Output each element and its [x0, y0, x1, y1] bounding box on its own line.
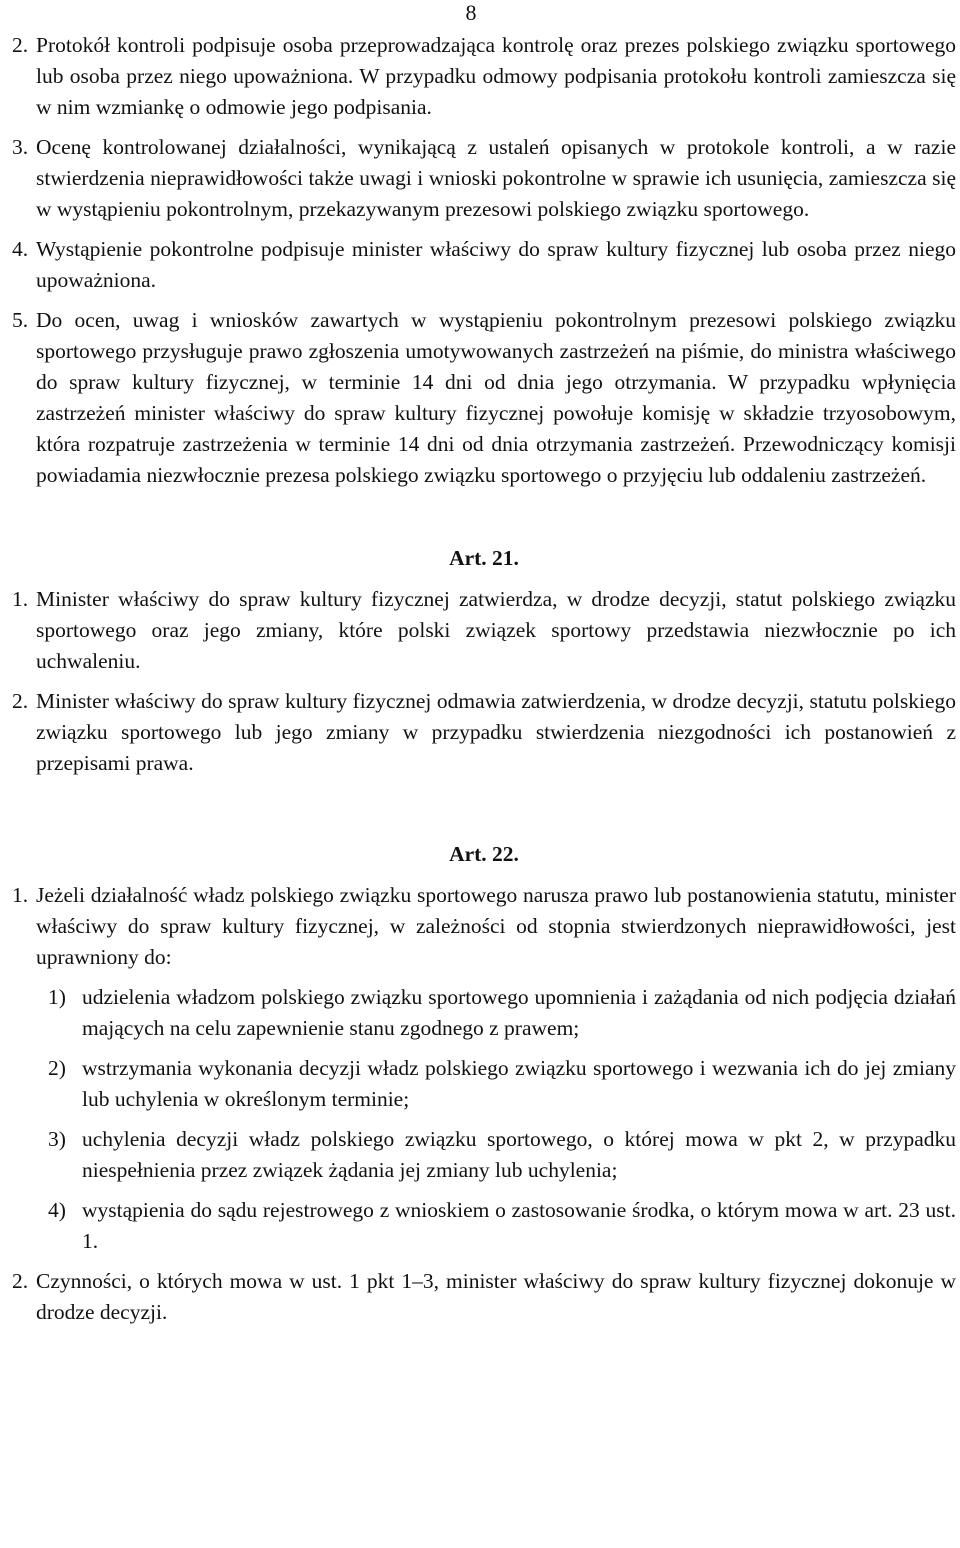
paragraph-3 — [12, 132, 956, 225]
art22-paragraph-1 — [12, 880, 956, 973]
paragraph-number: 3. — [12, 135, 29, 159]
list-item-text: wstrzymania wykonania decyzji władz polskiego związku sportowego i wezwania ich do jej zmiany lub uchylenia w określonym terminie; — [82, 1056, 956, 1111]
page-number: 8 — [465, 0, 477, 25]
list-item-number: 2) — [48, 1056, 66, 1080]
art21-paragraph-2 — [12, 686, 956, 779]
art22-paragraph-2 — [12, 1266, 956, 1328]
paragraph-number: 2. — [12, 1269, 29, 1293]
paragraph-number: 2. — [12, 689, 29, 713]
art22-list-item-1 — [12, 982, 956, 1044]
art22-list-item-2 — [12, 1053, 956, 1115]
paragraph-text: Minister właściwy do spraw kultury fizycznej zatwierdza, w drodze decyzji, statut polskiego związku sportowego oraz jego zmiany, które polski związek sportowy przedstawia niezwłocznie po ich uchwaleniu. — [36, 587, 956, 673]
paragraph-5 — [12, 305, 956, 491]
paragraph-text: Do ocen, uwag i wniosków zawartych w wystąpieniu pokontrolnym prezesowi polskiego związku sportowego przysługuje prawo zgłoszenia umotywowanych zastrzeżeń na piśmie, do ministra właściwego do spraw kultury fizycznej, w terminie 14 dni od dnia jego otrzymania. W przypadku wpłynięcia zastrzeżeń minister właściwy do spraw kultury fizycznej powołuje komisję w składzie trzyosobowym, która rozpatruje zastrzeżenia w terminie 14 dni od dnia otrzymania zastrzeżeń. Przewodniczący komisji powiadamia niezwłocznie prezesa polskiego związku sportowego o przyjęciu lub oddaleniu zastrzeżeń. — [36, 308, 956, 487]
list-item-number: 1) — [48, 985, 66, 1009]
list-item-text: wystąpienia do sądu rejestrowego z wnioskiem o zastosowanie środka, o którym mowa w art. 23 ust. 1. — [82, 1198, 956, 1253]
paragraph-text: Minister właściwy do spraw kultury fizycznej odmawia zatwierdzenia, w drodze decyzji, statutu polskiego związku sportowego lub jego zmiany w przypadku stwierdzenia niezgodności ich postanowień z przepisami prawa. — [36, 689, 956, 775]
art22-list-item-3 — [12, 1124, 956, 1186]
article-22-heading: Art. 22. — [449, 842, 519, 866]
document-content — [12, 30, 956, 1328]
list-item-text: udzielenia władzom polskiego związku sportowego upomnienia i zażądania od nich podjęcia działań mających na celu zapewnienie stanu zgodnego z prawem; — [82, 985, 956, 1040]
paragraph-number: 4. — [12, 237, 29, 261]
list-item-number: 3) — [48, 1127, 66, 1151]
paragraph-number: 1. — [12, 883, 29, 907]
art21-paragraph-1 — [12, 584, 956, 677]
list-item-number: 4) — [48, 1198, 66, 1222]
paragraph-text: Wystąpienie pokontrolne podpisuje minister właściwy do spraw kultury fizycznej lub osoba przez niego upoważniona. — [36, 237, 956, 292]
paragraph-text: Jeżeli działalność władz polskiego związku sportowego narusza prawo lub postanowienia statutu, minister właściwy do spraw kultury fizycznej, w zależności od stopnia stwierdzonych nieprawidłowości, jest uprawniony do: — [36, 883, 956, 969]
paragraph-text: Protokół kontroli podpisuje osoba przeprowadzająca kontrolę oraz prezes polskiego związku sportowego lub osoba przez niego upoważniona. W przypadku odmowy podpisania protokołu kontroli zamieszcza się w nim wzmiankę o odmowie jego podpisania. — [36, 33, 956, 119]
list-item-text: uchylenia decyzji władz polskiego związku sportowego, o której mowa w pkt 2, w przypadku niespełnienia przez związek żądania jej zmiany lub uchylenia; — [82, 1127, 956, 1182]
paragraph-number: 1. — [12, 587, 29, 611]
paragraph-4 — [12, 234, 956, 296]
paragraph-2 — [12, 30, 956, 123]
paragraph-text: Czynności, o których mowa w ust. 1 pkt 1–3, minister właściwy do spraw kultury fizycznej dokonuje w drodze decyzji. — [36, 1269, 956, 1324]
paragraph-number: 5. — [12, 308, 29, 332]
art22-list-item-4 — [12, 1195, 956, 1257]
paragraph-text: Ocenę kontrolowanej działalności, wynikającą z ustaleń opisanych w protokole kontroli, a w razie stwierdzenia nieprawidłowości także uwagi i wnioski pokontrolne w sprawie ich usunięcia, zamieszcza się w wystąpieniu pokontrolnym, przekazywanym prezesowi polskiego związku sportowego. — [36, 135, 956, 221]
article-21-heading: Art. 21. — [449, 546, 519, 570]
paragraph-number: 2. — [12, 33, 29, 57]
